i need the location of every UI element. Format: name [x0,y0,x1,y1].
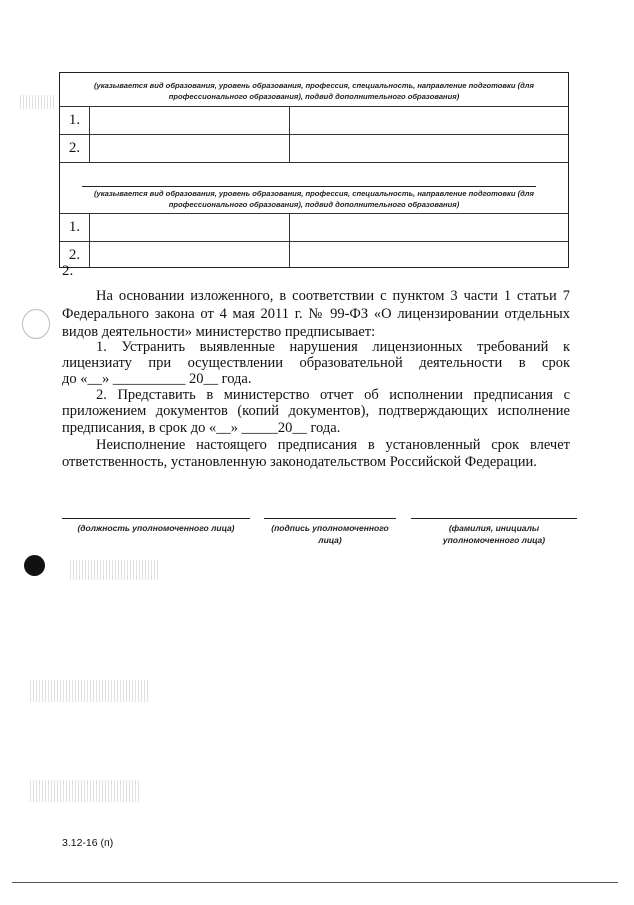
paragraph-2: предписания, в срок до «__» _____20__ года. [62,420,341,436]
row-number: 1. [60,214,90,241]
intro-line: На основании изложенного, в соответствии с пунктом 3 части 1 статьи 7 [96,288,570,304]
paragraph-1: до «__» __________ 20__ года. [62,371,252,387]
position-caption: (должность уполномоченного лица) [77,523,235,533]
name-caption: (фамилия, инициалы уполномоченного лица) [442,523,546,545]
table-item2-row [60,163,568,279]
paragraph-3: ответственность, установленную законодательством Российской Федерации. [62,454,537,470]
signature-line [62,518,250,519]
paragraph-1: 1. Устранить выявленные нарушения лицензионных требований к [96,339,570,355]
column-divider [289,135,290,162]
signature-line [264,518,396,519]
column-divider [289,214,290,241]
scan-noise [30,680,150,702]
paragraph-3: Неисполнение настоящего предписания в установленный срок влечет [96,437,570,453]
table-note-top: (указывается вид образования, уровень образования, профессия, специальность, направление подготовки (для профессионального образования), подвид дополнительного образования) [93,81,534,101]
table-row [60,107,568,135]
column-divider [289,242,290,268]
ink-blot [24,555,45,576]
paragraph-2: приложением документов (копий документов), подтверждающих исполнение [62,403,570,419]
scan-noise [70,560,160,580]
intro-line: Федерального закона от 4 мая 2011 г. № 99-ФЗ «О лицензировании отдельных [62,306,570,322]
intro-line: видов деятельности» министерство предписывает: [62,324,376,340]
row-number: 2. [60,242,90,268]
signature-caption: (подпись уполномоченного лица) [271,523,389,545]
table-row [60,242,568,268]
scan-noise [20,95,54,109]
item-number: 2. [62,263,74,279]
signature-line [411,518,577,519]
fill-in-line [82,186,536,187]
table-note-row [60,73,568,107]
table-row [60,135,568,163]
education-table [59,72,569,279]
bottom-rule [12,882,618,883]
table-row [60,214,568,242]
row-number: 2. [60,135,90,162]
paragraph-2: 2. Представить в министерство отчет об исполнении предписания с [96,387,570,403]
column-divider [289,107,290,134]
table-note-item2: (указывается вид образования, уровень образования, профессия, специальность, направление подготовки (для профессионального образования), подвид дополнительного образования) [93,189,534,209]
scan-noise [30,780,140,802]
row-number: 1. [60,107,90,134]
paragraph-1: лицензиату при осуществлении образовательной деятельности в срок [62,355,570,371]
form-code: 3.12-16 (п) [62,837,114,849]
punch-hole-mark [22,309,50,339]
